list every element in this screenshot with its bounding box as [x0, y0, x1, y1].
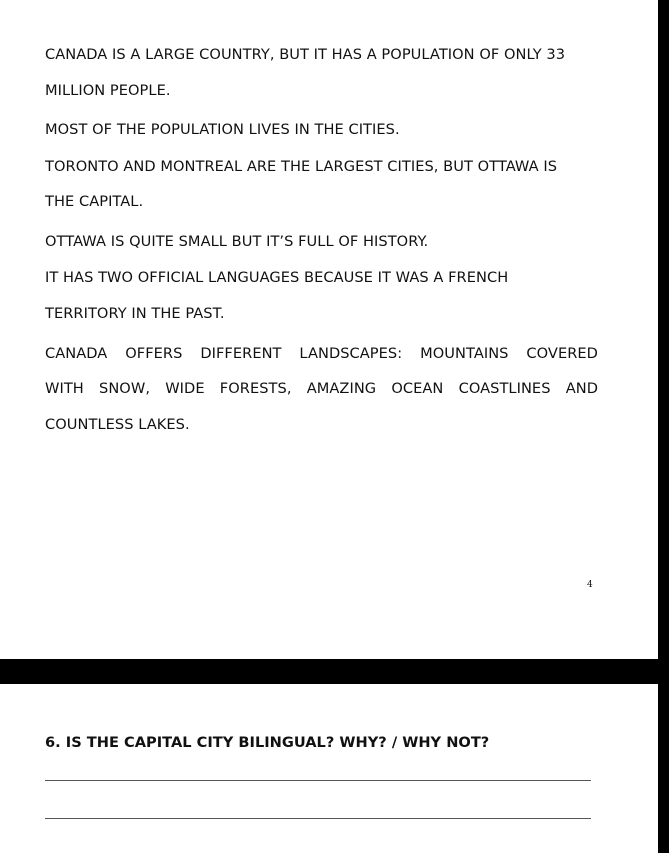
question-6: 6. IS THE CAPITAL CITY BILINGUAL? WHY? / WHY NOT?	[45, 734, 490, 751]
word: MOUNTAINS	[420, 345, 509, 362]
word: WITH	[45, 380, 84, 397]
paragraph-1-line-2: MILLION PEOPLE.	[45, 82, 171, 99]
page-number: 4	[587, 580, 593, 590]
paragraph-5-line-2: TERRITORY IN THE PAST.	[45, 305, 225, 322]
paragraph-2-line-1: MOST OF THE POPULATION LIVES IN THE CITIES.	[45, 121, 400, 138]
word: OFFERS	[125, 345, 183, 362]
word: OCEAN	[391, 380, 444, 397]
word: AMAZING	[306, 380, 377, 397]
word: AND	[565, 380, 598, 397]
answer-line-1[interactable]	[45, 780, 591, 781]
word: SNOW,	[99, 380, 151, 397]
word: COVERED	[526, 345, 598, 362]
paragraph-4-line-1: OTTAWA IS QUITE SMALL BUT IT’S FULL OF HISTORY.	[45, 233, 429, 250]
paragraph-6-line-2	[45, 380, 598, 398]
paragraph-3-line-2: THE CAPITAL.	[45, 193, 144, 210]
word: CANADA	[45, 345, 108, 362]
paragraph-5-line-1: IT HAS TWO OFFICIAL LANGUAGES BECAUSE IT WAS A FRENCH	[45, 269, 509, 286]
paragraph-6-line-3: COUNTLESS LAKES.	[45, 416, 190, 433]
document-page-bottom	[0, 684, 658, 853]
word: FORESTS,	[219, 380, 292, 397]
word: COASTLINES	[458, 380, 551, 397]
paragraph-1-line-1: CANADA IS A LARGE COUNTRY, BUT IT HAS A POPULATION OF ONLY 33	[45, 46, 566, 63]
word: LANDSCAPES:	[299, 345, 403, 362]
answer-line-2[interactable]	[45, 818, 591, 819]
paragraph-3-line-1: TORONTO AND MONTREAL ARE THE LARGEST CITIES, BUT OTTAWA IS	[45, 158, 558, 175]
paragraph-6-line-1	[45, 345, 598, 363]
word: WIDE	[165, 380, 205, 397]
word: DIFFERENT	[200, 345, 282, 362]
